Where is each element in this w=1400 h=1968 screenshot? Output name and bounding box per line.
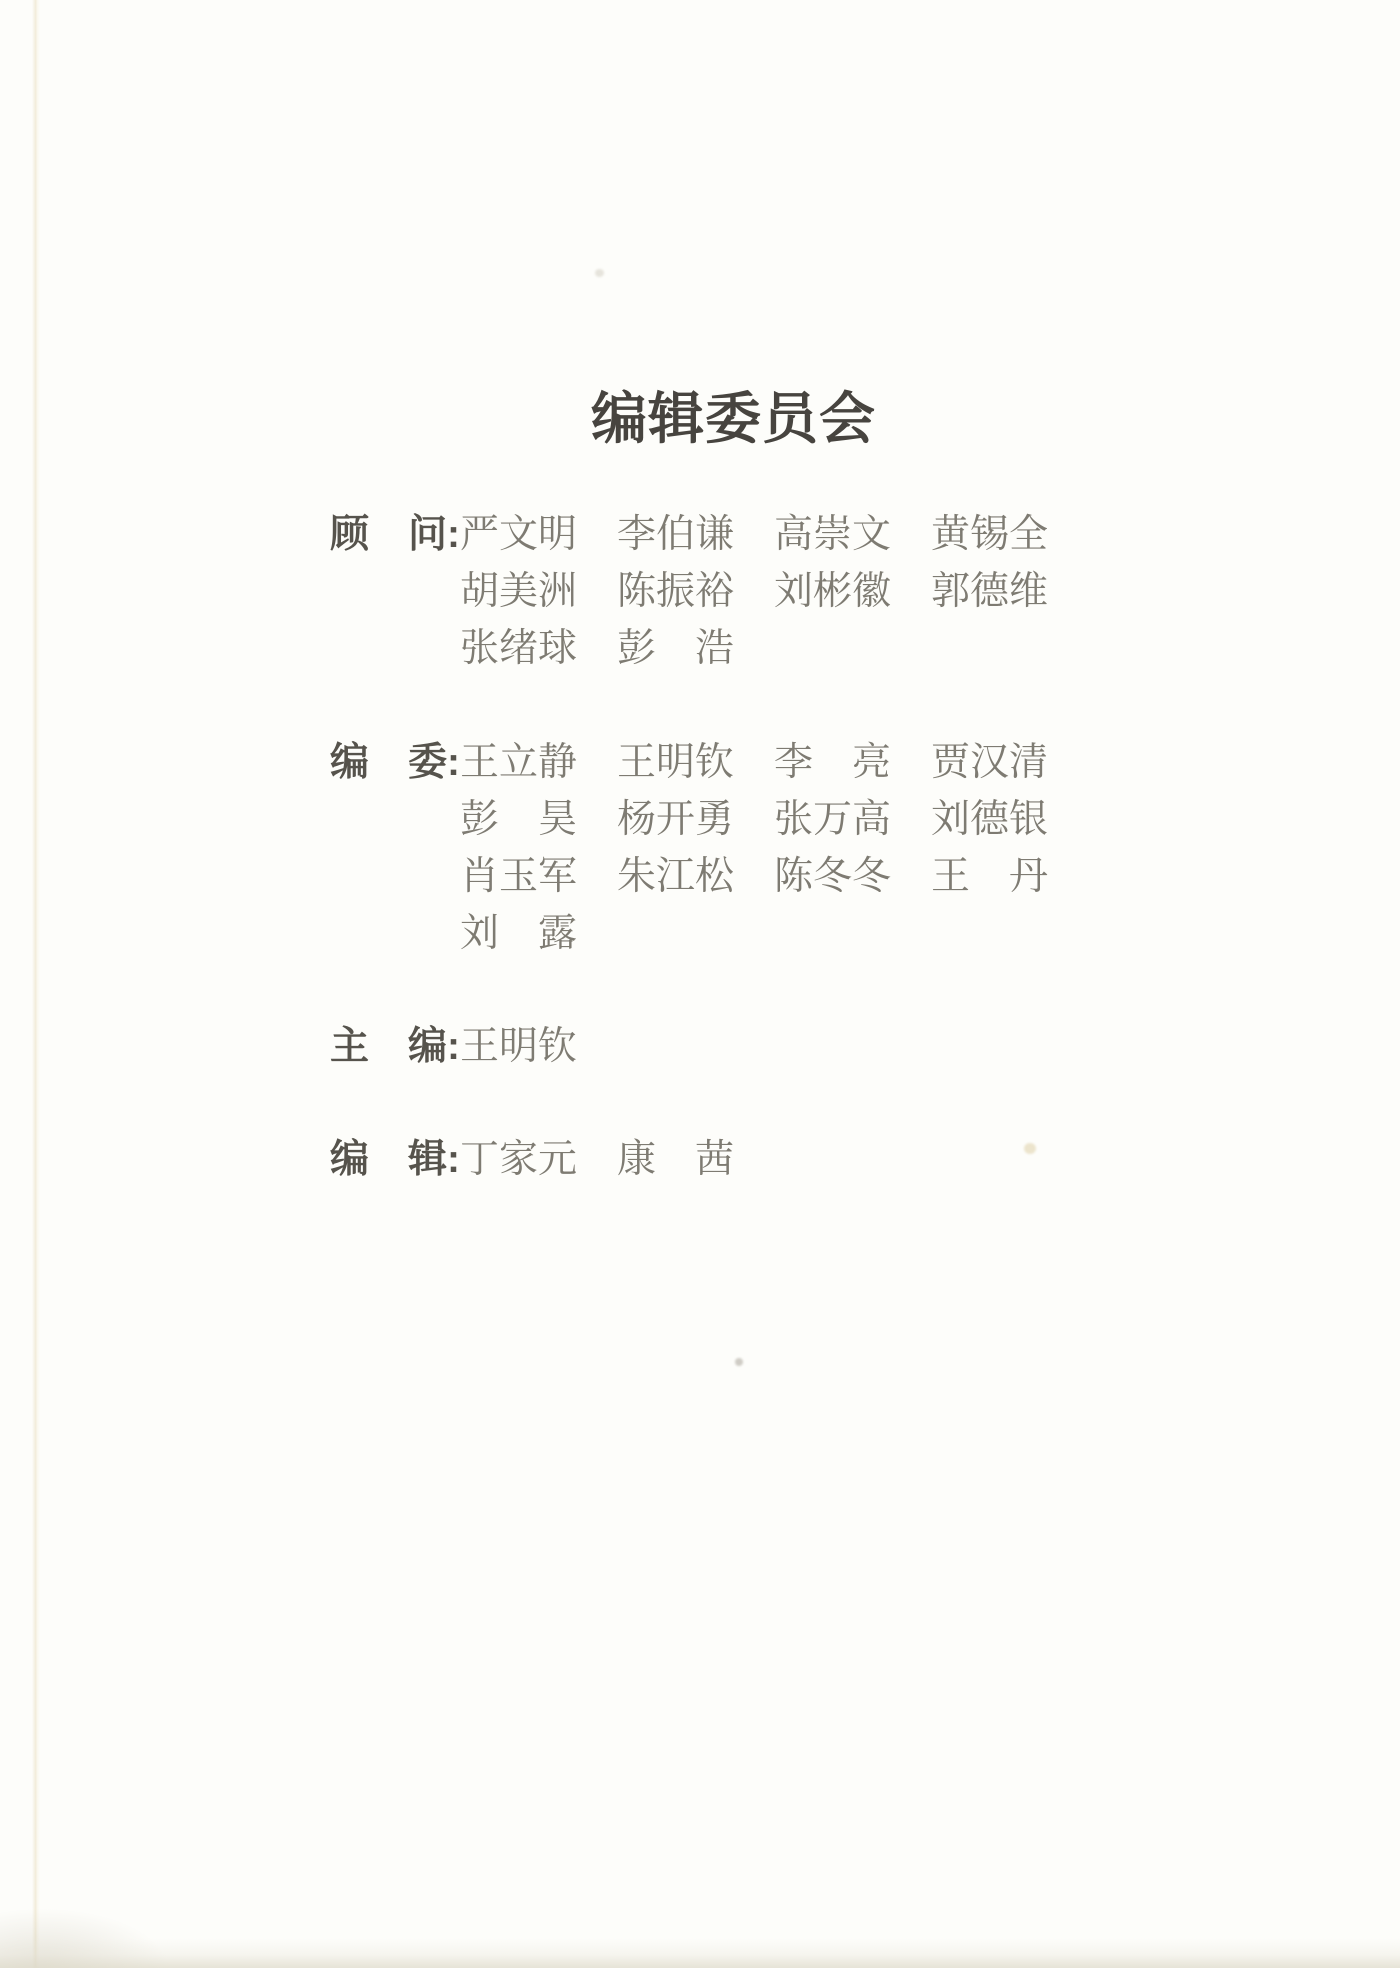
member-name: 李伯谦: [617, 513, 735, 556]
member-name: 贾汉清: [931, 741, 1049, 784]
member-name: 刘德银: [931, 798, 1049, 841]
member-name: 陈冬冬: [774, 855, 892, 898]
committee-section: [330, 506, 1330, 677]
member-name: 丁家元: [460, 1138, 578, 1181]
page-title: 编辑委员会: [591, 389, 876, 451]
member-name: 彭 昊: [460, 798, 578, 841]
committee-section: [330, 1131, 1330, 1188]
member-name: 肖玉军: [460, 855, 578, 898]
member-name: 严文明: [460, 513, 578, 556]
committee-row: [330, 563, 1330, 620]
member-name: 王立静: [460, 741, 578, 784]
committee-row: [330, 1018, 1330, 1075]
scan-speck: [1024, 1143, 1036, 1154]
role-label: 顾 问:: [330, 513, 460, 556]
member-name: 王明钦: [617, 741, 735, 784]
member-name: 刘 露: [460, 912, 578, 955]
committee-section: [330, 734, 1330, 962]
member-name: 高崇文: [774, 513, 892, 556]
committee-row: [330, 506, 1330, 563]
member-name: 李 亮: [774, 741, 892, 784]
scan-speck: [735, 1358, 743, 1366]
member-name: 胡美洲: [460, 570, 578, 613]
committee-row: [330, 620, 1330, 677]
member-name: 彭 浩: [617, 627, 735, 670]
member-name: 郭德维: [931, 570, 1049, 613]
scan-bottom-edge-shadow: [0, 1938, 1400, 1968]
committee-row: [330, 905, 1330, 962]
member-name: 张绪球: [460, 627, 578, 670]
committee-row: [330, 848, 1330, 905]
member-name: 杨开勇: [617, 798, 735, 841]
committee-row: [330, 791, 1330, 848]
role-label: 编 辑:: [330, 1138, 460, 1181]
member-name: 朱江松: [617, 855, 735, 898]
role-label: 编 委:: [330, 741, 460, 784]
member-name: 康 茜: [617, 1138, 735, 1181]
committee-row: [330, 734, 1330, 791]
member-name: 王 丹: [931, 855, 1049, 898]
member-name: 刘彬徽: [774, 570, 892, 613]
scan-speck: [595, 269, 604, 277]
member-name: 张万高: [774, 798, 892, 841]
role-label: 主 编:: [330, 1025, 460, 1068]
member-name: 黄锡全: [931, 513, 1049, 556]
page-gutter-crease: [32, 0, 40, 1968]
committee-section: [330, 1018, 1330, 1075]
committee-row: [330, 1131, 1330, 1188]
member-name: 陈振裕: [617, 570, 735, 613]
member-name: 王明钦: [460, 1025, 578, 1068]
